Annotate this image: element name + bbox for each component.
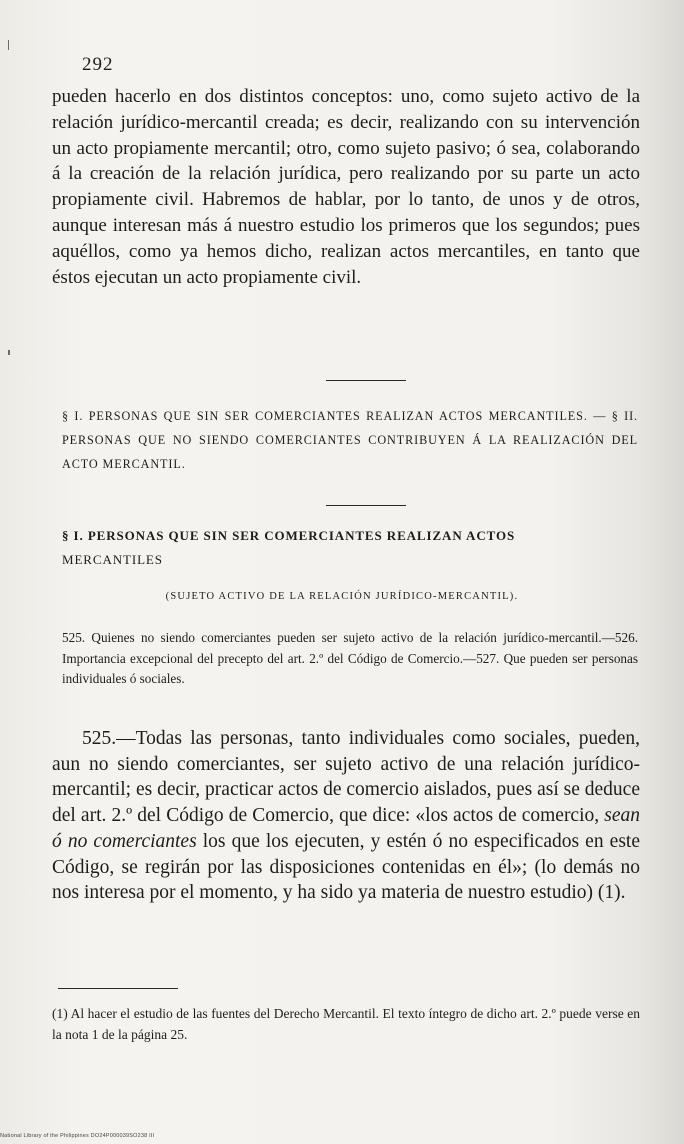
section-divider — [326, 505, 406, 506]
section-marker: § I. — [62, 528, 84, 543]
summary-item-2: PERSONAS QUE NO SIENDO COMERCIANTES CONTRIBUYEN Á LA REALIZACIÓN DEL ACTO MERCANTIL. — [62, 433, 638, 471]
section-divider — [326, 380, 406, 381]
intro-paragraph: pueden hacerlo en dos distintos conceptos: uno, como sujeto activo de la relación jurídico-mercantil creada; es decir, realizando con su intervención un acto propiamente mercantil; otro, como sujeto pasivo; ó sea, colaborando á la creación de la relación jurídica, pero realizando por su parte un acto propiamente civil. Habremos de hablar, por lo tanto, de unos y de otros, aunque interesan más á nuestro estudio los primeros que los segundos; pues aquéllos, como ya hemos dicho, realizan actos mercantiles, en tanto que éstos ejecutan un acto propiamente civil. — [52, 86, 640, 288]
topic-summary: 525. Quienes no siendo comerciantes pueden ser sujeto activo de la relación jurídico-mercantil.—526. Importancia excepcional del precepto del art. 2.º del Código de Comercio.—527. Que pueden ser personas individuales ó sociales. — [62, 630, 638, 686]
main-paragraph — [52, 726, 640, 906]
summary-item-2-marker: § II. — [611, 409, 638, 423]
summary-separator: — — [593, 409, 607, 423]
summary-item-1-marker: § I. — [62, 409, 84, 423]
main-paragraph-italic: sean ó no comerciantes — [52, 805, 640, 852]
chapter-summary — [62, 404, 638, 476]
summary-item-1: PERSONAS QUE SIN SER COMERCIANTES REALIZAN ACTOS MERCANTILES. — [88, 409, 588, 423]
section-title-line-1: PERSONAS QUE SIN SER COMERCIANTES REALIZAN ACTOS — [87, 528, 516, 543]
binding-mark — [8, 350, 10, 355]
library-credit: National Library of the Philippines DO24P000039SO238 III — [0, 1133, 155, 1139]
main-paragraph-lead: 525.—Todas las personas, tanto individuales como sociales, pueden, aun no siendo comerciantes, ser sujeto activo de una relación jurídico-mercantil; es decir, practicar actos de comercio aislados, pues así se deduce del art. 2.º del Código de Comercio, que dice: «los actos de comercio, — [52, 728, 640, 827]
section-subtitle: (SUJETO ACTIVO DE LA RELACIÓN JURÍDICO-MERCANTIL). — [165, 591, 519, 602]
main-paragraph-tail: los que los ejecuten, y estén ó no especificados en este Código, se regirán por las disposiciones contenidas en él»; (lo demás no nos interesa por el momento, y ha sido ya materia de nuestro estudio) (1). — [52, 830, 640, 904]
section-title-line-2: MERCANTILES — [62, 552, 163, 567]
page-number: 292 — [82, 54, 114, 75]
section-heading — [62, 524, 632, 572]
binding-mark — [8, 40, 9, 50]
footnote-divider — [58, 988, 178, 989]
footnote: (1) Al hacer el estudio de las fuentes del Derecho Mercantil. El texto íntegro de dicho art. 2.º puede verse en la nota 1 de la página 25. — [52, 1006, 640, 1042]
